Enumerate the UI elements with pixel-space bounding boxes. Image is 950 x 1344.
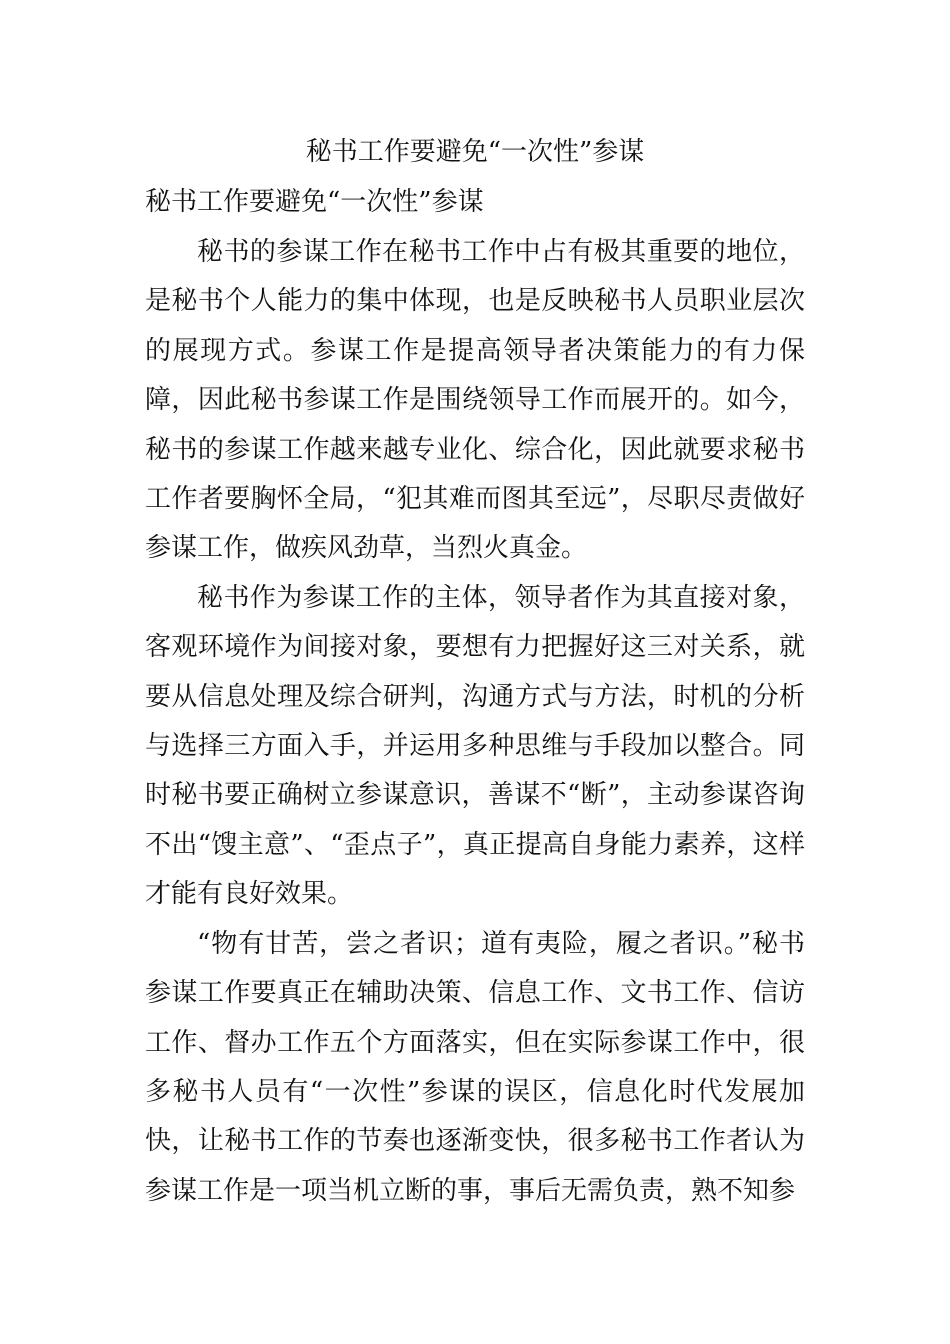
document-body: [145, 228, 805, 1216]
paragraph-3: “物有甘苦，尝之者识；道有夷险，履之者识。”秘书参谋工作要真正在辅助决策、信息工作、文书工作、信访工作、督办工作五个方面落实，但在实际参谋工作中，很多秘书人员有“一次性”参谋的误区，信息化时代发展加快，让秘书工作的节奏也逐渐变快，很多秘书工作者认为参谋工作是一项当机立断的事，事后无需负责，熟不知参: [145, 928, 805, 1206]
document-title: 秘书工作要避免“一次性”参谋: [305, 137, 645, 167]
paragraph-2: 秘书作为参谋工作的主体，领导者作为其直接对象，客观环境作为间接对象，要想有力把握好这三对关系，就要从信息处理及综合研判，沟通方式与方法，时机的分析与选择三方面入手，并运用多种思维与手段加以整合。同时秘书要正确树立参谋意识，善谋不“断”，主动参谋咨询不出“馊主意”、“歪点子”，真正提高自身能力素养，这样才能有良好效果。: [145, 582, 805, 910]
document-subtitle: 秘书工作要避免“一次性”参谋: [145, 187, 484, 217]
paragraph-1: 秘书的参谋工作在秘书工作中占有极其重要的地位，是秘书个人能力的集中体现，也是反映秘书人员职业层次的展现方式。参谋工作是提高领导者决策能力的有力保障，因此秘书参谋工作是围绕领导工作而展开的。如今，秘书的参谋工作越来越专业化、综合化，因此就要求秘书工作者要胸怀全局，“犯其难而图其至远”，尽职尽责做好参谋工作，做疾风劲草，当烈火真金。: [145, 237, 805, 564]
